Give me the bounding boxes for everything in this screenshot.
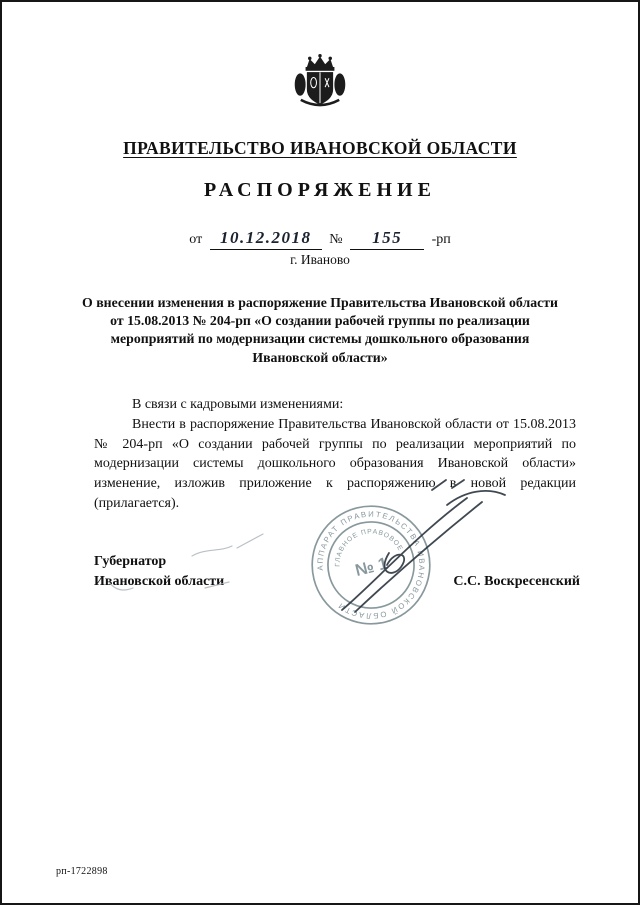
date-prefix-label: от — [189, 232, 203, 247]
number-suffix-label: -рп — [431, 232, 451, 247]
stamp-center-text: № 1 — [353, 553, 390, 580]
body-paragraph-2: Внести в распоряжение Правительства Ивановской области от 15.08.2013 № 204-рп «О создании рабочей группы по реализации мероприятий по модернизации системы дошкольного образования Ивановской области» изменение, изложив приложение к распоряжению в новой редакции (прилагается). — [94, 416, 576, 512]
signer-title-line2: Ивановской области — [94, 574, 225, 590]
coat-of-arms-icon — [288, 52, 352, 112]
handwritten-number: 155 — [350, 228, 424, 250]
signer-title-line1: Губернатор — [94, 554, 167, 570]
subject-title: О внесении изменения в распоряжение Правительства Ивановской области от 15.08.2013 № 204-рп «О создании рабочей группы по реализации мероприятий по модернизации системы дошкольного образования Ивановской области» — [82, 295, 558, 365]
signer-title — [94, 552, 224, 593]
doc-registration-code: рп-1722898 — [56, 866, 108, 877]
doc-type-title: РАСПОРЯЖЕНИЕ — [204, 179, 436, 201]
signer-name: С.С. Воскресенский — [453, 574, 580, 590]
body-paragraph-1: В связи с кадровыми изменениями: — [132, 396, 344, 412]
stamp-inner-text: ГЛАВНОЕ ПРАВОВОЕ — [334, 528, 405, 567]
date-number-line — [2, 228, 638, 250]
city-line: г. Иваново — [290, 252, 350, 267]
stamp-ring-text: АППАРАТ ПРАВИТЕЛЬСТВА ИВАНОВСКОЙ ОБЛАСТИ — [315, 509, 427, 621]
org-name: ПРАВИТЕЛЬСТВО ИВАНОВСКОЙ ОБЛАСТИ — [123, 138, 517, 158]
handwritten-date: 10.12.2018 — [210, 228, 322, 250]
number-sign-label: № — [329, 232, 343, 247]
signature-block — [94, 552, 580, 593]
